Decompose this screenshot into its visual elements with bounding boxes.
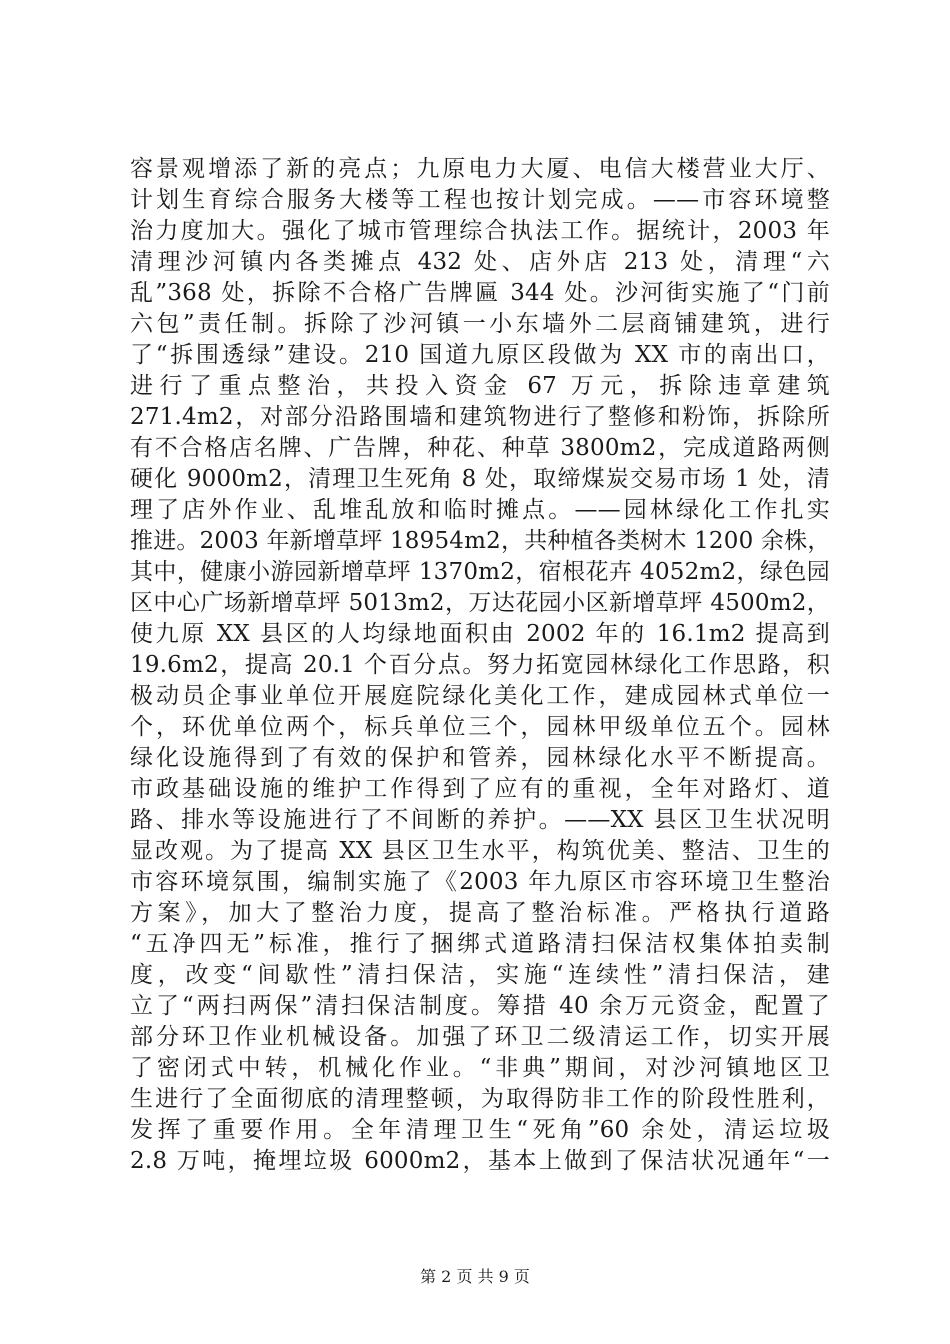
page-footer: 第 2 页 共 9 页 xyxy=(420,1267,530,1286)
text-line: 部分环卫作业机械设备。加强了环卫二级清运工作，切实开展 xyxy=(130,1024,830,1050)
text-line: 治力度加大。强化了城市管理综合执法工作。据统计，2003 年 xyxy=(130,218,830,244)
text-line: 容景观增添了新的亮点；九原电力大厦、电信大楼营业大厅、 xyxy=(130,156,830,182)
text-line: 乱”368 处，拆除不合格广告牌匾 344 处。沙河街实施了“门前 xyxy=(130,280,830,306)
text-line: 市容环境氛围，编制实施了《2003 年九原区市容环境卫生整治 xyxy=(130,869,830,895)
text-line: 推进。2003 年新增草坪 18954m2，共种植各类树木 1200 余株， xyxy=(130,528,831,554)
text-line: 市政基础设施的维护工作得到了应有的重视，全年对路灯、道 xyxy=(130,776,830,802)
text-line: 了密闭式中转，机械化作业。“非典”期间，对沙河镇地区卫 xyxy=(130,1055,830,1081)
text-line: 清理沙河镇内各类摊点 432 处、店外店 213 处，清理“六 xyxy=(130,249,830,275)
text-line: 使九原 XX 县区的人均绿地面积由 2002 年的 16.1m2 提高到 xyxy=(130,621,830,647)
text-line: 了“拆围透绿”建设。210 国道九原区段做为 XX 市的南出口， xyxy=(130,342,830,368)
body-text xyxy=(130,154,830,1177)
text-line: 立了“两扫两保”清扫保洁制度。筹措 40 余万元资金，配置了 xyxy=(130,993,830,1019)
text-line: 度，改变“间歇性”清扫保洁，实施“连续性”清扫保洁，建 xyxy=(130,962,830,988)
text-line: 硬化 9000m2，清理卫生死角 8 处，取缔煤炭交易市场 1 处，清 xyxy=(130,466,830,492)
text-line: 绿化设施得到了有效的保护和管养，园林绿化水平不断提高。 xyxy=(130,745,830,771)
text-line: 进行了重点整治，共投入资金 67 万元，拆除违章建筑 xyxy=(130,373,830,399)
text-line: 19.6m2，提高 20.1 个百分点。努力拓宽园林绿化工作思路，积 xyxy=(130,652,830,678)
text-line: 显改观。为了提高 XX 县区卫生水平，构筑优美、整洁、卫生的 xyxy=(130,838,830,864)
text-line: 2.8 万吨，掩埋垃圾 6000m2，基本上做到了保洁状况通年“一 xyxy=(130,1148,830,1174)
text-line: 区中心广场新增草坪 5013m2，万达花园小区新增草坪 4500m2， xyxy=(130,590,830,616)
text-line: 六包”责任制。拆除了沙河镇一小东墙外二层商铺建筑，进行 xyxy=(130,311,830,337)
text-line: 发挥了重要作用。全年清理卫生“死角”60 余处，清运垃圾 xyxy=(130,1117,830,1143)
text-line: 计划生育综合服务大楼等工程也按计划完成。——市容环境整 xyxy=(130,187,830,213)
text-line: 方案》，加大了整治力度，提高了整治标准。严格执行道路 xyxy=(130,900,830,926)
text-line: 理了店外作业、乱堆乱放和临时摊点。——园林绿化工作扎实 xyxy=(130,497,830,523)
text-line: 路、排水等设施进行了不间断的养护。——XX 县区卫生状况明 xyxy=(130,807,830,833)
text-line: 其中，健康小游园新增草坪 1370m2，宿根花卉 4052m2，绿色园 xyxy=(130,559,830,585)
text-line: 极动员企事业单位开展庭院绿化美化工作，建成园林式单位一 xyxy=(130,683,830,709)
text-line: 有不合格店名牌、广告牌，种花、种草 3800m2，完成道路两侧 xyxy=(130,435,830,461)
text-line: 271.4m2，对部分沿路围墙和建筑物进行了整修和粉饰，拆除所 xyxy=(130,404,830,430)
text-line: “五净四无”标准，推行了捆绑式道路清扫保洁权集体拍卖制 xyxy=(130,931,830,957)
text-line: 生进行了全面彻底的清理整顿，为取得防非工作的阶段性胜利， xyxy=(130,1086,830,1112)
text-line: 个，环优单位两个，标兵单位三个，园林甲级单位五个。园林 xyxy=(130,714,830,740)
